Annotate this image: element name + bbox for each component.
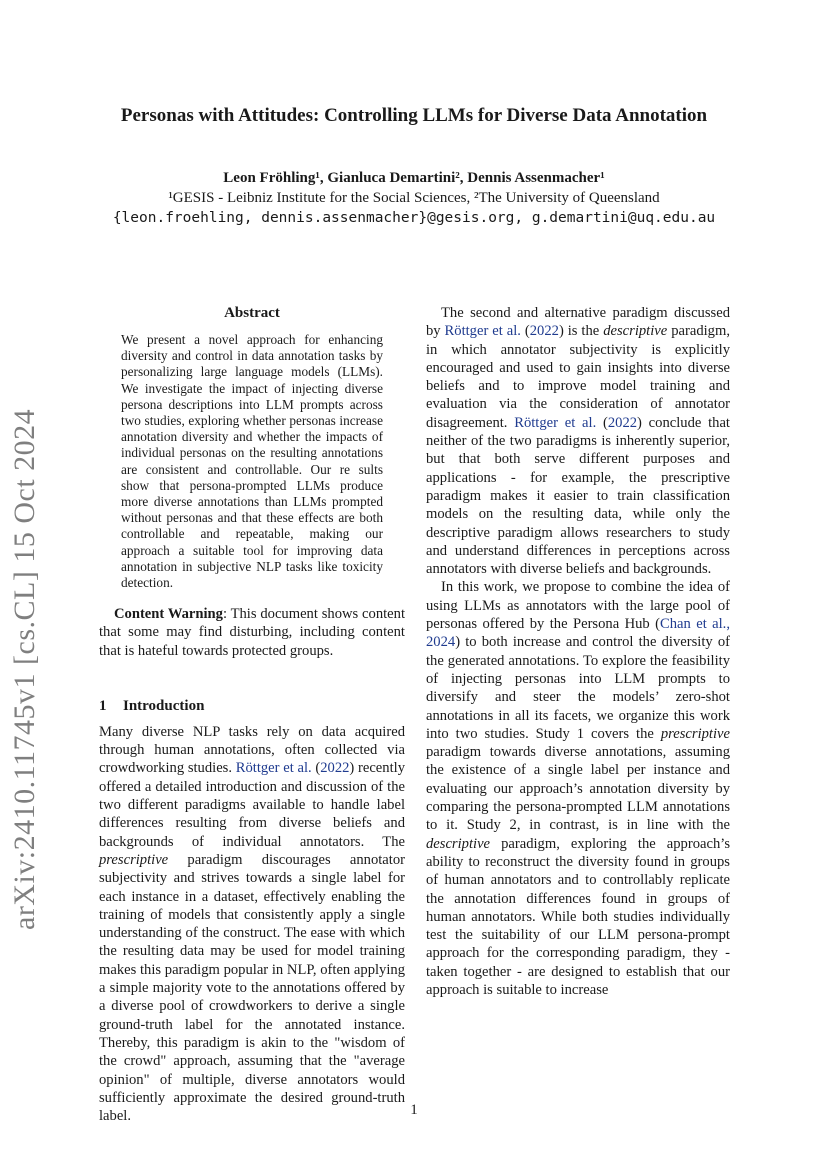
text-run: paradigm, exploring the approach’s ability to reconstruct the diversity found in groups of human annotators and to controllably replicate the annotation differences found in groups of human annotators. While both studies individually test the suitability of our LLM persona-prompt approach for the corresponding paradigm, they - taken together - are designed to establish that our approach is suitable to increase — [426, 835, 730, 998]
citation-year-link[interactable]: 2024 — [426, 634, 456, 651]
abstract-text: We present a novel approach for enhancing diversity and control in data annotation tasks by personalizing large language models (LLMs). We investigate the impact of injecting diverse persona descriptions into LLM prompts across two studies, exploring whether personas increase annotation diversity and whether the impacts of individual personas on the resulting annotations are consistent and controllable. Our re sults show that persona-prompted LLMs produce more diverse annotations than LLMs prompted without personas and that these effects are both controllable and repeatable, making our approach a suitable tool for improving data annotation in subjective NLP tasks like toxicity detection. — [121, 332, 383, 591]
citation-link[interactable]: Röttger et al. — [235, 760, 312, 777]
abstract-heading: Abstract — [224, 305, 280, 321]
text-run: ( — [311, 760, 321, 777]
section-heading — [99, 698, 405, 715]
text-run: ) conclude that neither of the two paradigms is inherently superior, but that both serve different purposes and applications - for example, the prescriptive paradigm makes it easier to train classification models on the resulting data, while only the descriptive paradigm allows researchers to study and understand differences in perceptions across annotators with diverse beliefs and backgrounds. — [426, 414, 730, 578]
emphasis: descriptive — [603, 323, 668, 340]
content-warning — [99, 605, 405, 660]
emphasis: prescriptive — [660, 725, 730, 742]
citation-year-link[interactable]: 2022 — [607, 414, 638, 431]
text-run: ( — [520, 323, 530, 340]
section-number: 1 — [99, 697, 107, 714]
intro-paragraph-3 — [426, 578, 730, 999]
citation-year-link[interactable]: 2022 — [320, 760, 350, 777]
text-run: In this work, we propose to combine the idea of using LLMs as annotators with the large pool of personas offered by the Persona Hub ( — [426, 579, 730, 633]
page-number: 1 — [410, 1102, 418, 1118]
citation-year-link[interactable]: 2022 — [529, 323, 559, 340]
text-run: ( — [596, 414, 608, 431]
affiliations: ¹GESIS - Leibniz Institute for the Social Sciences, ²The University of Queensland — [168, 190, 660, 206]
emphasis: descriptive — [426, 835, 491, 852]
left-column — [99, 305, 405, 1125]
text-run: The second and alternative paradigm discussed by — [426, 305, 730, 340]
content-warning-label: Content Warning — [114, 606, 223, 623]
citation-link[interactable]: Röttger et al. — [444, 323, 521, 340]
text-run: Many diverse NLP tasks rely on data acquired through human annotations, often collected via crowdworking studies. — [99, 723, 405, 777]
content-warning-text: : This document shows content that some may find disturbing, including content that is hateful towards protected groups. — [99, 606, 405, 659]
citation-link[interactable]: Chan et al., — [660, 616, 730, 633]
intro-paragraph-2 — [426, 304, 730, 578]
text-run: ) is the — [558, 323, 604, 340]
text-run: ) recently offered a detailed introduction and discussion of the two different paradigms available to handle label differences resulting from diverse beliefs and backgrounds of individual annotators. The — [99, 760, 405, 850]
arxiv-identifier: arXiv:2410.11745v1 [cs.CL] 15 Oct 2024 — [8, 408, 41, 930]
author-list: Leon Fröhling¹, Gianluca Demartini², Dennis Assenmacher¹ — [223, 170, 605, 186]
author-emails: {leon.froehling, dennis.assenmacher}@gesis.org, g.demartini@uq.edu.au — [112, 210, 716, 226]
text-run: ) to both increase and control the diversity of the generated annotations. To explore the feasibility of injecting personas into LLM prompts to diversify and steer the models’ zero-shot annotations in all its facets, we organize this work into two studies. Study 1 covers the — [426, 634, 730, 742]
section-title: Introduction — [123, 697, 205, 714]
right-column — [426, 304, 730, 999]
paper-title: Personas with Attitudes: Controlling LLMs for Diverse Data Annotation — [120, 105, 708, 126]
text-run: paradigm towards diverse annotations, assuming the existence of a single label per instance and evaluating our approach’s annotation diversity by comparing the persona-prompted LLM annotations to it. Study 2, in contrast, is in line with the — [426, 744, 730, 834]
text-run: paradigm discourages annotator subjectivity and strives towards a single label for each instance in a dataset, effectively enabling the training of models that consistently apply a single understanding of the construct. The ease with which the resulting data may be used for model training makes this paradigm popular in NLP, often applying a simple majority vote to the annotations offered by a diverse pool of crowdworkers to derive a single ground-truth label for the annotated instance. Thereby, this paradigm is akin to the "wisdom of the crowd" approach, assuming that the "average opinion" of multiple, diverse annotators would sufficiently approximate the desired ground-truth label. — [99, 851, 405, 1125]
intro-paragraph-1 — [99, 723, 405, 1126]
emphasis: prescriptive — [99, 851, 169, 868]
citation-link[interactable]: Röttger et al. — [514, 414, 597, 431]
text-run: paradigm, in which annotator subjectivity is explicitly encouraged and used to gain insights into diverse beliefs and to improve model training and evaluation via the consideration of annotator disagreement. — [426, 323, 730, 431]
